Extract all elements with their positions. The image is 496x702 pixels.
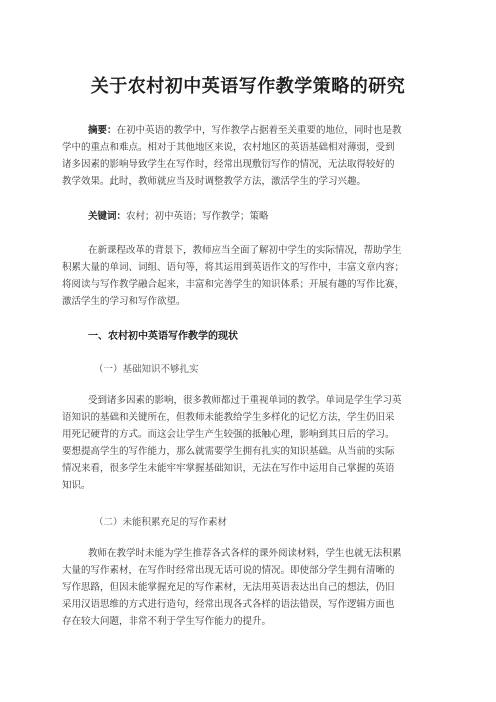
body-line: 写作思路，但因未能掌握充足的写作素材，无法用英语表达出自己的想法，仍旧	[62, 582, 395, 593]
page-title: 关于农村初中英语写作教学策略的研究	[90, 76, 406, 97]
keywords-text: 农村；初中英语；写作教学；策略	[126, 211, 269, 222]
body-line: 情况来看，很多学生未能牢牢掌握基础知识，无法在写作中运用自己掌握的英语	[62, 463, 395, 474]
intro-line: 激活学生的学习和写作欲望。	[62, 296, 186, 307]
subsection-heading: （一）基础知识不够扎实	[94, 364, 199, 375]
abstract-text: 在初中英语的教学中，写作教学占据着至关重要的地位，同时也是教	[116, 125, 402, 136]
abstract-label: 摘要：	[88, 125, 117, 136]
subsection-heading: （二）未能积累充足的写作素材	[94, 517, 228, 528]
body-line: 要想提高学生的写作能力，那么就需要学生拥有扎实的知识基础。从当前的实际	[62, 446, 395, 457]
keywords-label: 关键词：	[88, 211, 127, 222]
body-line: 语知识的基础和关键所在，但教师未能教给学生多样化的记忆方法，学生仍旧采	[62, 412, 395, 423]
intro-line: 在新课程改革的背景下，教师应当全面了解初中学生的实际情况，帮助学生	[88, 245, 402, 256]
body-line: 受到诸多因素的影响，很多教师都过于重视单词的教学。单词是学生学习英	[88, 395, 402, 406]
abstract-line	[88, 125, 402, 137]
abstract-line: 教学效果。此时，教师就应当及时调整教学方法，激活学生的学习兴趣。	[62, 176, 367, 187]
intro-line: 将阅读与写作教学融合起来，丰富和完善学生的知识体系；开展有趣的写作比赛，	[62, 279, 405, 290]
body-line: 教师在教学时未能为学生推荐各式各样的课外阅读材料，学生也就无法积累	[88, 548, 402, 559]
section-heading: 一、农村初中英语写作教学的现状	[88, 331, 238, 342]
intro-line: 积累大量的单词、词组、语句等，将其运用到英语作文的写作中，丰富文章内容；	[62, 262, 405, 273]
abstract-line: 诸多因素的影响导致学生在写作时，经常出现敷衍写作的情况，无法取得较好的	[62, 159, 395, 170]
body-line: 存在较大问题，非常不利于学生写作能力的提升。	[62, 616, 272, 627]
body-line: 知识。	[62, 480, 91, 491]
body-line: 用死记硬背的方式。而这会让学生产生较强的抵触心理，影响到其日后的学习。	[62, 429, 395, 440]
body-line: 采用汉语思维的方式进行造句，经常出现各式各样的语法错误，写作逻辑方面也	[62, 599, 395, 610]
keywords-line	[88, 211, 269, 223]
abstract-line: 学中的重点和难点。相对于其他地区来说，农村地区的英语基础相对薄弱，受到	[62, 142, 395, 153]
body-line: 大量的写作素材，在写作时经常出现无话可说的情况。即使部分学生拥有清晰的	[62, 565, 395, 576]
